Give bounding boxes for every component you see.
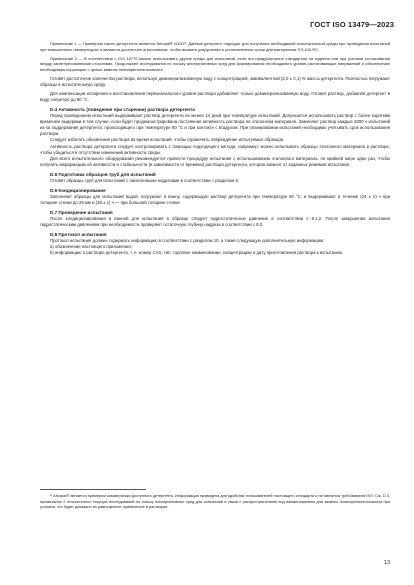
footnote-divider bbox=[40, 489, 146, 490]
note-2: Примечание 2 — В соответствии с ISO 16770 можно использовать другие среды для испытаний, если это предусмотрено стандартом на изделие или при условии согласования между заинтересованными сторонами. Продолжают исследования по поиску альтернативных сред для формирования необходимого уровня растягивающих напряжений и обеспечению необходимую коррекцию с целью замены нонилфенолэтоксилата. bbox=[40, 55, 390, 72]
section-d8-list-item: a) обозначение настоящего приложения; bbox=[50, 243, 132, 249]
section-d6-heading: D.6 Кондиционирование bbox=[50, 187, 106, 193]
section-d4-heading: D.4 Активность (поведение при старении) раствора детергента bbox=[50, 107, 195, 113]
section-d5-paragraph: Готовят образцы труб для испытаний с нанесенными надрезами в соответствии с разделом 6. bbox=[50, 177, 240, 183]
page-number: 13 bbox=[383, 560, 390, 566]
footnote-area bbox=[40, 493, 390, 510]
section-d6-paragraph: Заполняют образцы для испытаний водой, погружают в ванну, содержащую раствор детергента при температуре 80 °С, и выдерживают в течение (24 ± 1) ч при толщине стенки до 25 мм и (48 ± 1) ч — при большей толщине стенки. bbox=[40, 193, 390, 205]
section-d8-heading: D.8 Протокол испытания bbox=[50, 231, 107, 237]
section-d4-paragraph: Следует избегать обновления раствора во время испытаний, чтобы ограничить повреждение испытуемых образцов. bbox=[50, 137, 285, 143]
note-1: Примечание 1 — Примером такого детергента является Arkopal® N100¹⁾. Данный детергент подходит для получения необходимой испытательной среды при проведении испытаний при повышенных температурах и является достаточно агрессивным, чтобы вызвать разрушения в установленные сроки для материалов ПЭ 100-RC. bbox=[40, 41, 390, 52]
section-d4-paragraph: Перед проведением испытаний выдерживают раствор детергента не менее 14 дней при температуре испытаний. Допускается использовать раствор с более коротким временем выдержки в том случае, если будет продемонстрирована постоянная активность раствора на эталонном материале. Заменяют раствор каждые 2000 ч испытаний из-за поддержания детергента, происходящего при температуре 80 °С и при контакте с воздухом. При планировании испытаний необходимо учитывать срок использования раствора. bbox=[40, 113, 390, 137]
section-d4-paragraph: Активность раствора детергента следует контролировать с помощью подходящего метода, например: можно испытывать образцы эталонного материала в растворе, чтобы убедиться в отсутствии изменений активности среды. bbox=[40, 143, 390, 155]
paragraph-evaporation: Для компенсации испарения и восстановления первоначального уровня раствора добавляют только деминерализованную воду. Готовят раствор, добавляя детергент в воду, нагретую до 80 °С. bbox=[40, 91, 390, 103]
section-d8-paragraph: Протокол испытания должен содержать информацию в соответствии с разделом 10, а также следующую дополнительную информацию: bbox=[50, 237, 325, 243]
document-id-header: ГОСТ ISO 13479—2023 bbox=[310, 20, 394, 29]
section-d5-heading: D.5 Подготовка образцов труб для испытаний bbox=[50, 171, 156, 177]
paragraph-solution-prep: Готовят достаточное количество раствора, используя деминерализованную воду с концентрацией, эквивалентной (2,0 ± 0,1) % массы детергента. Полностью погружают образцы в испытательную среду. bbox=[40, 75, 390, 87]
section-d7-heading: D.7 Проведение испытания bbox=[50, 209, 113, 215]
section-d7-paragraph: После кондиционирования в ванной для испытания в образце следует гидростатическое давление в соответствии с 9.1.2. После завершения испытания гидростатическим давлением при необходимости проверяют остаточную глубину надреза в соответствии с 9.2. bbox=[40, 215, 390, 227]
section-d4-paragraph: Для всего испытательного оборудования рекомендуется провести процедуру испытания с использованием эталонного материала, по крайней мере один раз, чтобы получить информацию об активности и стабильности (в зависимости от времени) раствора детергента, которая зависит от заданных режимов испытания. bbox=[40, 155, 390, 167]
document-body bbox=[40, 41, 390, 256]
section-d8-list-item: b) информацию о растворе детергента, т. е. номер CAS, тип, торговое наименование, концентрацию и дату приготовления раствора к испытанию. bbox=[50, 250, 344, 256]
footnote-text: ¹⁾ Arkopal® является примером коммерчески доступного детергента. Информация приведена для удобства пользователей настоящего стандарта и не является требованием ISO. См. D.3, примечание 2 относительно текущих исследований по поиску альтернативных сред для испытаний в связи с распространением под наименованием для замены нонилфенолэтоксилата при условии, что будет доказано их равноценное применение в растворах. bbox=[40, 493, 390, 510]
